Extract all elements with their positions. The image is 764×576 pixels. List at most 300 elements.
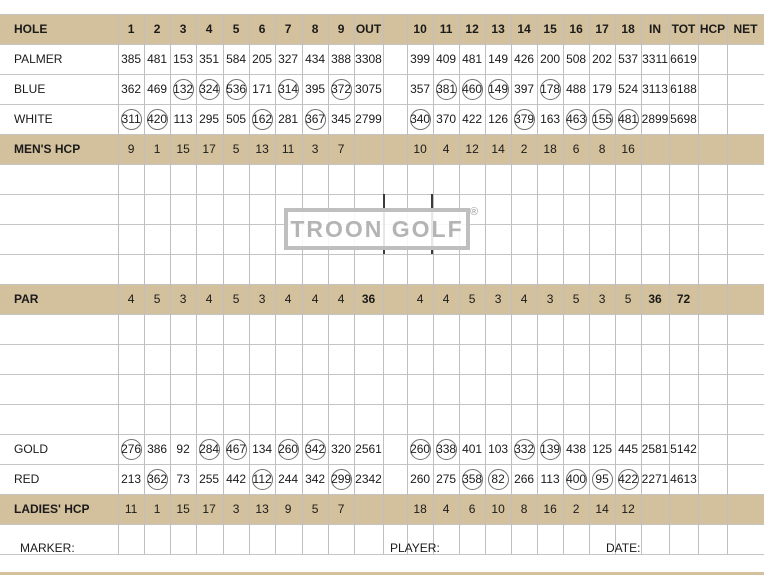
cell-value: 12 <box>465 142 479 156</box>
cell-value: 537 <box>618 52 639 66</box>
palmer-back-5 <box>511 44 537 74</box>
cell-value: 6188 <box>670 82 697 96</box>
circled-yardage: 299 <box>331 469 352 490</box>
par-front-4 <box>196 284 222 314</box>
ladies-hcp-front-2 <box>144 494 170 524</box>
red-back-9 <box>615 464 641 494</box>
cell-value: 8 <box>520 502 528 516</box>
cell-value: 103 <box>488 442 509 456</box>
cell-value: 10 <box>413 142 427 156</box>
gold-back-1 <box>407 434 433 464</box>
palmer-front-3 <box>170 44 196 74</box>
cell-value: 5 <box>153 292 161 306</box>
circled-yardage: 260 <box>278 439 299 460</box>
ladies-hcp-back-5 <box>511 494 537 524</box>
gold-back-4 <box>485 434 511 464</box>
blue-front-1 <box>118 74 144 104</box>
par-out-total <box>354 284 383 314</box>
cell-value: 395 <box>305 82 326 96</box>
blue-back-2 <box>433 74 459 104</box>
ladies-hcp-back-6 <box>537 494 563 524</box>
blue-back-8 <box>589 74 615 104</box>
gold-front-7 <box>275 434 301 464</box>
gold-label: GOLD <box>14 442 49 456</box>
circled-yardage: 467 <box>226 439 247 460</box>
hole-number-9: 9 <box>337 22 345 36</box>
men-s-hcp-back-9 <box>615 134 641 164</box>
hole-number-12: 12 <box>465 22 479 36</box>
red-in-total <box>641 464 669 494</box>
circled-yardage: 379 <box>514 109 535 130</box>
blue-back-7 <box>563 74 589 104</box>
gold-front-8 <box>302 434 328 464</box>
cell-value: 386 <box>147 442 168 456</box>
hole-number-16: 16 <box>569 22 583 36</box>
red-back-5 <box>511 464 537 494</box>
cell-value: 202 <box>592 52 613 66</box>
gold-back-3 <box>459 434 485 464</box>
circled-yardage: 139 <box>540 439 561 460</box>
blue-back-5 <box>511 74 537 104</box>
cell-value: 6 <box>572 142 580 156</box>
par-in-total <box>641 284 669 314</box>
men-s-hcp-back-1 <box>407 134 433 164</box>
hole-number-4: 4 <box>205 22 213 36</box>
red-front-6 <box>249 464 275 494</box>
cell-value: 3 <box>546 292 554 306</box>
cell-value: 4 <box>442 142 450 156</box>
cell-value: 9 <box>284 502 292 516</box>
cell-value: 5 <box>468 292 476 306</box>
cell-value: 244 <box>278 472 299 486</box>
ladies-hcp-front-5 <box>223 494 249 524</box>
cell-value: 36 <box>361 292 376 306</box>
ladies-hcp-back-9 <box>615 494 641 524</box>
circled-yardage: 311 <box>121 109 142 130</box>
cell-value: 469 <box>147 82 168 96</box>
cell-value: 295 <box>199 112 220 126</box>
men-s-hcp-back-7 <box>563 134 589 164</box>
white-back-5 <box>511 104 537 134</box>
circled-yardage: 82 <box>488 469 509 490</box>
ladies-hcp-front-3 <box>170 494 196 524</box>
cell-value: 6 <box>468 502 476 516</box>
par-front-1 <box>118 284 144 314</box>
cell-value: 7 <box>337 502 345 516</box>
men-s-hcp-back-6 <box>537 134 563 164</box>
hole-number-13: 13 <box>491 22 505 36</box>
cell-value: 362 <box>121 82 142 96</box>
hole-number-17: 17 <box>595 22 609 36</box>
circled-yardage: 284 <box>199 439 220 460</box>
palmer-back-1 <box>407 44 433 74</box>
circled-yardage: 400 <box>566 469 587 490</box>
palmer-back-2 <box>433 44 459 74</box>
circled-yardage: 276 <box>121 439 142 460</box>
red-back-7 <box>563 464 589 494</box>
gold-front-3 <box>170 434 196 464</box>
men-s-hcp-back-2 <box>433 134 459 164</box>
cell-value: 505 <box>226 112 247 126</box>
registered-mark: ® <box>470 206 479 218</box>
gold-back-7 <box>563 434 589 464</box>
cell-value: 14 <box>595 502 609 516</box>
cell-value: 171 <box>252 82 273 96</box>
circled-yardage: 422 <box>618 469 639 490</box>
row-divider <box>0 344 764 345</box>
bottom-border <box>0 572 764 575</box>
cell-value: 388 <box>331 52 352 66</box>
cell-value: 488 <box>566 82 587 96</box>
cell-value: 320 <box>331 442 352 456</box>
men-s-hcp-front-6 <box>249 134 275 164</box>
cell-value: 3 <box>232 502 240 516</box>
tot-header: TOT <box>671 22 696 36</box>
par-back-1 <box>407 284 433 314</box>
marker-label: MARKER: <box>20 541 75 555</box>
row-divider <box>0 254 764 255</box>
circled-yardage: 362 <box>147 469 168 490</box>
par-label: PAR <box>14 292 39 306</box>
gold-front-2 <box>144 434 170 464</box>
red-back-2 <box>433 464 459 494</box>
cell-value: 3113 <box>642 82 668 96</box>
gold-front-4 <box>196 434 222 464</box>
circled-yardage: 149 <box>488 79 509 100</box>
cell-value: 6619 <box>670 52 697 66</box>
cell-value: 15 <box>176 142 190 156</box>
gold-front-5 <box>223 434 249 464</box>
ladies-hcp-back-2 <box>433 494 459 524</box>
gold-front-9 <box>328 434 354 464</box>
gold-tot-total <box>669 434 698 464</box>
red-back-1 <box>407 464 433 494</box>
cell-value: 5142 <box>670 442 697 456</box>
cell-value: 213 <box>121 472 142 486</box>
cell-value: 357 <box>410 82 431 96</box>
blue-front-4 <box>196 74 222 104</box>
par-back-6 <box>537 284 563 314</box>
cell-value: 17 <box>202 502 216 516</box>
cell-value: 4 <box>416 292 424 306</box>
cell-value: 2 <box>520 142 528 156</box>
par-back-4 <box>485 284 511 314</box>
blue-tot-total <box>669 74 698 104</box>
row-divider <box>0 164 764 165</box>
circled-yardage: 420 <box>147 109 168 130</box>
gold-back-9 <box>615 434 641 464</box>
hole-number-11: 11 <box>439 22 453 36</box>
cell-value: 153 <box>173 52 194 66</box>
palmer-front-7 <box>275 44 301 74</box>
cell-value: 385 <box>121 52 142 66</box>
par-front-7 <box>275 284 301 314</box>
white-back-3 <box>459 104 485 134</box>
white-front-6 <box>249 104 275 134</box>
cell-value: 5 <box>232 142 240 156</box>
ladies-hcp-back-8 <box>589 494 615 524</box>
men-s-hcp-back-5 <box>511 134 537 164</box>
cell-value: 584 <box>226 52 247 66</box>
par-back-7 <box>563 284 589 314</box>
cell-value: 370 <box>436 112 457 126</box>
circled-yardage: 260 <box>410 439 431 460</box>
gold-front-1 <box>118 434 144 464</box>
row-divider <box>0 314 764 315</box>
cell-value: 125 <box>592 442 613 456</box>
men-s-hcp-front-8 <box>302 134 328 164</box>
cell-value: 17 <box>202 142 216 156</box>
red-back-8 <box>589 464 615 494</box>
par-front-9 <box>328 284 354 314</box>
cell-value: 1 <box>153 502 161 516</box>
cell-value: 163 <box>540 112 561 126</box>
palmer-back-6 <box>537 44 563 74</box>
circled-yardage: 372 <box>331 79 352 100</box>
palmer-label: PALMER <box>14 52 63 66</box>
watermark-text: TROON GOLF <box>290 215 464 242</box>
cell-value: 16 <box>543 502 557 516</box>
cell-value: 11 <box>124 502 138 516</box>
ladies-hcp-front-8 <box>302 494 328 524</box>
palmer-front-5 <box>223 44 249 74</box>
hcp-header: HCP <box>699 22 726 36</box>
cell-value: 92 <box>176 442 190 456</box>
out-header: OUT <box>355 22 382 36</box>
white-tot-total <box>669 104 698 134</box>
row-divider <box>0 554 764 555</box>
palmer-back-4 <box>485 44 511 74</box>
cell-value: 4613 <box>670 472 697 486</box>
cell-value: 13 <box>255 502 269 516</box>
cell-value: 72 <box>676 292 691 306</box>
cell-value: 149 <box>488 52 509 66</box>
cell-value: 15 <box>176 502 190 516</box>
cell-value: 4 <box>337 292 345 306</box>
column-divider <box>727 14 728 554</box>
palmer-back-9 <box>615 44 641 74</box>
red-front-4 <box>196 464 222 494</box>
palmer-out-total <box>354 44 383 74</box>
cell-value: 18 <box>543 142 557 156</box>
par-back-5 <box>511 284 537 314</box>
cell-value: 2799 <box>355 112 382 126</box>
gold-out-total <box>354 434 383 464</box>
men-s-hcp-front-3 <box>170 134 196 164</box>
gold-back-8 <box>589 434 615 464</box>
cell-value: 401 <box>462 442 483 456</box>
ladies-hcp-back-4 <box>485 494 511 524</box>
par-back-9 <box>615 284 641 314</box>
ladies-hcp-front-4 <box>196 494 222 524</box>
cell-value: 4 <box>311 292 319 306</box>
circled-yardage: 342 <box>305 439 326 460</box>
cell-value: 2561 <box>355 442 382 456</box>
cell-value: 16 <box>621 142 635 156</box>
white-back-7 <box>563 104 589 134</box>
cell-value: 260 <box>410 472 431 486</box>
white-back-8 <box>589 104 615 134</box>
cell-value: 481 <box>462 52 483 66</box>
circled-yardage: 95 <box>592 469 613 490</box>
circled-yardage: 112 <box>252 469 273 490</box>
circled-yardage: 155 <box>592 109 613 130</box>
cell-value: 14 <box>491 142 505 156</box>
cell-value: 10 <box>491 502 505 516</box>
circled-yardage: 536 <box>226 79 247 100</box>
ladies-hcp-label: LADIES' HCP <box>14 502 90 516</box>
ladies-hcp-front-7 <box>275 494 301 524</box>
cell-value: 434 <box>305 52 326 66</box>
cell-value: 3 <box>598 292 606 306</box>
hole-number-3: 3 <box>179 22 187 36</box>
white-front-8 <box>302 104 328 134</box>
ladies-hcp-back-7 <box>563 494 589 524</box>
men-s-hcp-back-8 <box>589 134 615 164</box>
cell-value: 5 <box>232 292 240 306</box>
ladies-hcp-front-1 <box>118 494 144 524</box>
cell-value: 351 <box>199 52 220 66</box>
cell-value: 3 <box>258 292 266 306</box>
cell-value: 524 <box>618 82 639 96</box>
white-front-3 <box>170 104 196 134</box>
men-s-hcp-front-1 <box>118 134 144 164</box>
par-tot-total <box>669 284 698 314</box>
cell-value: 36 <box>648 292 662 306</box>
cell-value: 3 <box>311 142 319 156</box>
palmer-front-1 <box>118 44 144 74</box>
blue-back-3 <box>459 74 485 104</box>
gold-in-total <box>641 434 669 464</box>
cell-value: 255 <box>199 472 220 486</box>
palmer-back-7 <box>563 44 589 74</box>
ladies-hcp-front-6 <box>249 494 275 524</box>
white-front-1 <box>118 104 144 134</box>
row-divider <box>0 194 764 195</box>
circled-yardage: 367 <box>305 109 326 130</box>
red-back-6 <box>537 464 563 494</box>
column-divider <box>383 14 384 554</box>
cell-value: 205 <box>252 52 273 66</box>
watermark-logo <box>284 208 470 250</box>
circled-yardage: 340 <box>410 109 431 130</box>
hole-number-6: 6 <box>258 22 266 36</box>
cell-value: 9 <box>127 142 135 156</box>
par-front-6 <box>249 284 275 314</box>
in-header: IN <box>649 22 661 36</box>
circled-yardage: 162 <box>252 109 273 130</box>
hole-number-8: 8 <box>311 22 319 36</box>
white-back-1 <box>407 104 433 134</box>
circled-yardage: 358 <box>462 469 483 490</box>
white-label: WHITE <box>14 112 53 126</box>
cell-value: 126 <box>488 112 509 126</box>
red-back-4 <box>485 464 511 494</box>
cell-value: 134 <box>252 442 273 456</box>
circled-yardage: 314 <box>278 79 299 100</box>
hole-number-14: 14 <box>517 22 531 36</box>
blue-back-6 <box>537 74 563 104</box>
row-divider <box>0 374 764 375</box>
row-divider <box>0 524 764 525</box>
cell-value: 7 <box>337 142 345 156</box>
palmer-front-8 <box>302 44 328 74</box>
cell-value: 445 <box>618 442 639 456</box>
red-label: RED <box>14 472 40 486</box>
cell-value: 275 <box>436 472 457 486</box>
gold-back-2 <box>433 434 459 464</box>
circled-yardage: 463 <box>566 109 587 130</box>
blue-back-1 <box>407 74 433 104</box>
ladies-hcp-back-3 <box>459 494 485 524</box>
palmer-back-8 <box>589 44 615 74</box>
cell-value: 73 <box>176 472 190 486</box>
par-back-2 <box>433 284 459 314</box>
cell-value: 281 <box>278 112 299 126</box>
cell-value: 438 <box>566 442 587 456</box>
cell-value: 4 <box>127 292 135 306</box>
blue-front-9 <box>328 74 354 104</box>
cell-value: 3308 <box>355 52 382 66</box>
hole-label: HOLE <box>14 22 48 36</box>
red-out-total <box>354 464 383 494</box>
cell-value: 399 <box>410 52 431 66</box>
hole-number-15: 15 <box>543 22 557 36</box>
cell-value: 8 <box>598 142 606 156</box>
blue-in-total <box>641 74 669 104</box>
men-s-hcp-back-4 <box>485 134 511 164</box>
cell-value: 266 <box>514 472 535 486</box>
cell-value: 4 <box>442 292 450 306</box>
blue-out-total <box>354 74 383 104</box>
blue-back-4 <box>485 74 511 104</box>
cell-value: 2 <box>572 502 580 516</box>
palmer-front-2 <box>144 44 170 74</box>
red-front-7 <box>275 464 301 494</box>
men-s-hcp-front-4 <box>196 134 222 164</box>
hole-number-2: 2 <box>153 22 161 36</box>
red-front-1 <box>118 464 144 494</box>
cell-value: 11 <box>281 142 295 156</box>
white-back-6 <box>537 104 563 134</box>
white-front-9 <box>328 104 354 134</box>
palmer-front-6 <box>249 44 275 74</box>
par-back-8 <box>589 284 615 314</box>
white-front-7 <box>275 104 301 134</box>
cell-value: 422 <box>462 112 483 126</box>
red-front-8 <box>302 464 328 494</box>
net-header: NET <box>733 22 758 36</box>
cell-value: 481 <box>147 52 168 66</box>
cell-value: 5 <box>311 502 319 516</box>
cell-value: 397 <box>514 82 535 96</box>
white-back-2 <box>433 104 459 134</box>
blue-front-2 <box>144 74 170 104</box>
men-s-hcp-front-5 <box>223 134 249 164</box>
gold-back-6 <box>537 434 563 464</box>
white-front-2 <box>144 104 170 134</box>
cell-value: 13 <box>255 142 269 156</box>
red-front-2 <box>144 464 170 494</box>
cell-value: 3311 <box>642 52 668 66</box>
men-s-hcp-label: MEN'S HCP <box>14 142 81 156</box>
circled-yardage: 324 <box>199 79 220 100</box>
cell-value: 2899 <box>641 112 669 126</box>
cell-value: 4 <box>284 292 292 306</box>
palmer-front-9 <box>328 44 354 74</box>
cell-value: 345 <box>331 112 352 126</box>
palmer-in-total <box>641 44 669 74</box>
